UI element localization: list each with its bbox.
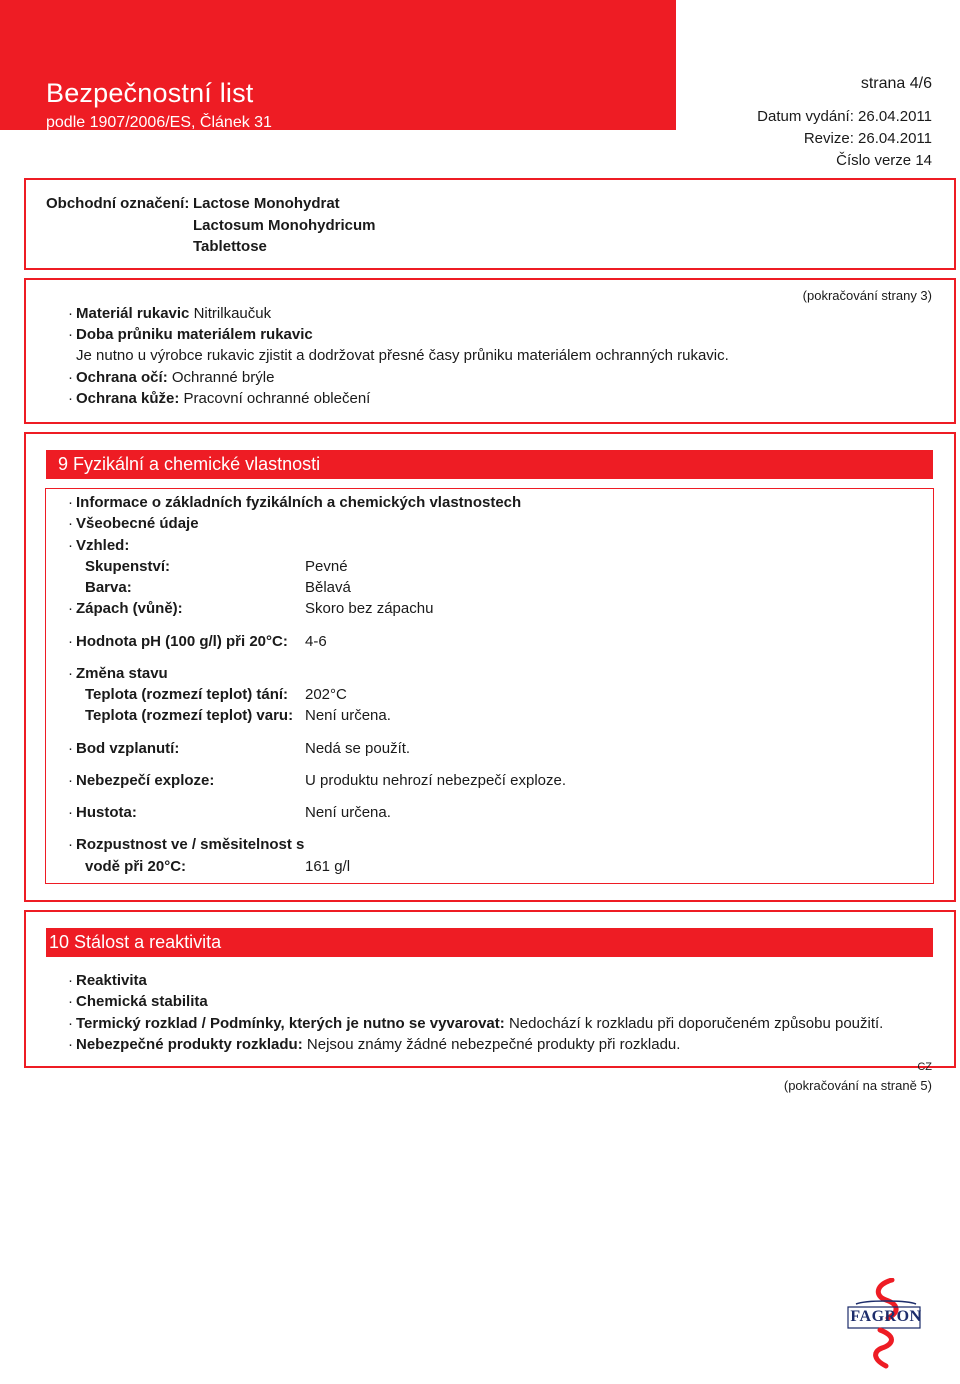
flash-row: · Bod vzplanutí: — [68, 740, 180, 757]
explosion-value: U produktu nehrozí nebezpečí exploze. — [305, 772, 566, 789]
ph-row: · Hodnota pH (100 g/l) při 20°C: — [68, 633, 288, 650]
glove-material-row: · Materiál rukavic Nitrilkaučuk — [68, 305, 272, 322]
skin-protection-row: · Ochrana kůže: Pracovní ochranné oblečení — [68, 390, 371, 407]
explosion-label: Nebezpečí exploze: — [76, 772, 215, 789]
color-value: Bělavá — [305, 579, 351, 596]
appearance-label: Vzhled: — [76, 537, 130, 554]
odour-value: Skoro bez zápachu — [305, 600, 434, 617]
flash-value: Nedá se použít. — [305, 740, 411, 757]
reactivity-label: Reaktivita — [76, 972, 147, 989]
state-label: Skupenství: — [85, 558, 171, 575]
fagron-logo-text: FAGRON — [850, 1308, 922, 1325]
solubility-label-2: vodě při 20°C: — [85, 858, 187, 875]
continued-from-label: (pokračování strany 3) — [802, 288, 932, 303]
section10-number: 10 — [49, 932, 70, 952]
decomposition-value: Nedochází k rozkladu při doporučeném způsobu použití. — [508, 1015, 884, 1032]
stability-label: Chemická stabilita — [76, 993, 208, 1010]
state-value: Pevné — [305, 558, 348, 575]
revision-date: Revize: 26.04.2011 — [803, 130, 932, 147]
melting-value: 202°C — [305, 686, 347, 703]
hazardous-products-row: · Nebezpečné produkty rozkladu: Nejsou známy žádné nebezpečné produkty při rozkladu. — [68, 1036, 681, 1053]
glove-material-value: Nitrilkaučuk — [193, 305, 272, 322]
trade-name-label: Obchodní označení: — [46, 195, 190, 212]
change-row: · Změna stavu — [68, 665, 168, 682]
solubility-row: · Rozpustnost ve / směsitelnost s — [68, 836, 305, 853]
density-label: Hustota: — [76, 804, 137, 821]
boiling-label: Teplota (rozmezí teplot) varu: — [85, 707, 294, 724]
flash-label: Bod vzplanutí: — [76, 740, 180, 757]
decomposition-label: Termický rozklad / Podmínky, kterých je nutno se vyvarovat: — [76, 1015, 505, 1032]
ph-label: Hodnota pH (100 g/l) při 20°C: — [76, 633, 288, 650]
document-subtitle: podle 1907/2006/ES, Článek 31 — [46, 114, 272, 131]
info-label: Informace o základních fyzikálních a chemických vlastnostech — [76, 494, 522, 511]
solubility-value: 161 g/l — [305, 858, 351, 875]
document-title: Bezpečnostní list — [46, 78, 254, 108]
eye-protection-row: · Ochrana očí: Ochranné brýle — [68, 369, 275, 386]
density-row: · Hustota: — [68, 804, 137, 821]
penetration-label: Doba průniku materiálem rukavic — [76, 326, 313, 343]
solubility-label-1: Rozpustnost ve / směsitelnost s — [76, 836, 305, 853]
eye-protection-value: Ochranné brýle — [171, 369, 275, 386]
reactivity-row: · Reaktivita — [68, 972, 147, 989]
trade-name-1: Lactose Monohydrat — [193, 195, 340, 212]
boiling-value: Není určena. — [305, 707, 391, 724]
general-row: · Všeobecné údaje — [68, 515, 199, 532]
penetration-text: Je nutno u výrobce rukavic zjistit a dodržovat přesné časy průniku materiálem ochranných rukavic. — [76, 347, 729, 364]
issue-date: Datum vydání: 26.04.2011 — [757, 108, 932, 125]
language-code: CZ — [917, 1061, 932, 1073]
info-row: · Informace o základních fyzikálních a chemických vlastnostech — [68, 494, 522, 511]
odour-row: · Zápach (vůně): — [68, 600, 183, 617]
hazardous-products-value: Nejsou známy žádné nebezpečné produkty při rozkladu. — [306, 1036, 681, 1053]
odour-label: Zápach (vůně): — [76, 600, 183, 617]
page-number: strana 4/6 — [860, 75, 932, 92]
section10-title: Stálost a reaktivita — [74, 932, 222, 952]
ph-value: 4-6 — [305, 633, 327, 650]
explosion-row: · Nebezpečí exploze: — [68, 772, 215, 789]
eye-protection-label: Ochrana očí: — [76, 369, 168, 386]
general-label: Všeobecné údaje — [76, 515, 199, 532]
section10-heading — [46, 928, 933, 957]
trade-name-3: Tablettose — [193, 238, 267, 255]
color-label: Barva: — [85, 579, 132, 596]
melting-label: Teplota (rozmezí teplot) tání: — [85, 686, 289, 703]
section9-title: Fyzikální a chemické vlastnosti — [73, 454, 321, 474]
decomposition-row: · Termický rozklad / Podmínky, kterých je nutno se vyvarovat: Nedochází k rozkladu při doporučeném způsobu použití. — [68, 1015, 884, 1032]
density-value: Není určena. — [305, 804, 391, 821]
version-number: Číslo verze 14 — [836, 152, 932, 169]
section9-heading — [46, 450, 933, 479]
glove-material-label: Materiál rukavic — [76, 305, 190, 322]
skin-protection-value: Pracovní ochranné oblečení — [183, 390, 371, 407]
section9-number: 9 — [58, 454, 69, 474]
hazardous-products-label: Nebezpečné produkty rozkladu: — [76, 1036, 303, 1053]
trade-name-2: Lactosum Monohydricum — [193, 216, 376, 234]
stability-row: · Chemická stabilita — [68, 993, 208, 1010]
skin-protection-label: Ochrana kůže: — [76, 390, 180, 407]
appearance-row: · Vzhled: — [68, 537, 130, 554]
change-label: Změna stavu — [76, 665, 168, 682]
header-band — [0, 0, 676, 130]
trade-name-frame — [24, 178, 956, 270]
penetration-row: · Doba průniku materiálem rukavic — [68, 326, 313, 343]
continued-to-label: (pokračování na straně 5) — [783, 1078, 932, 1093]
